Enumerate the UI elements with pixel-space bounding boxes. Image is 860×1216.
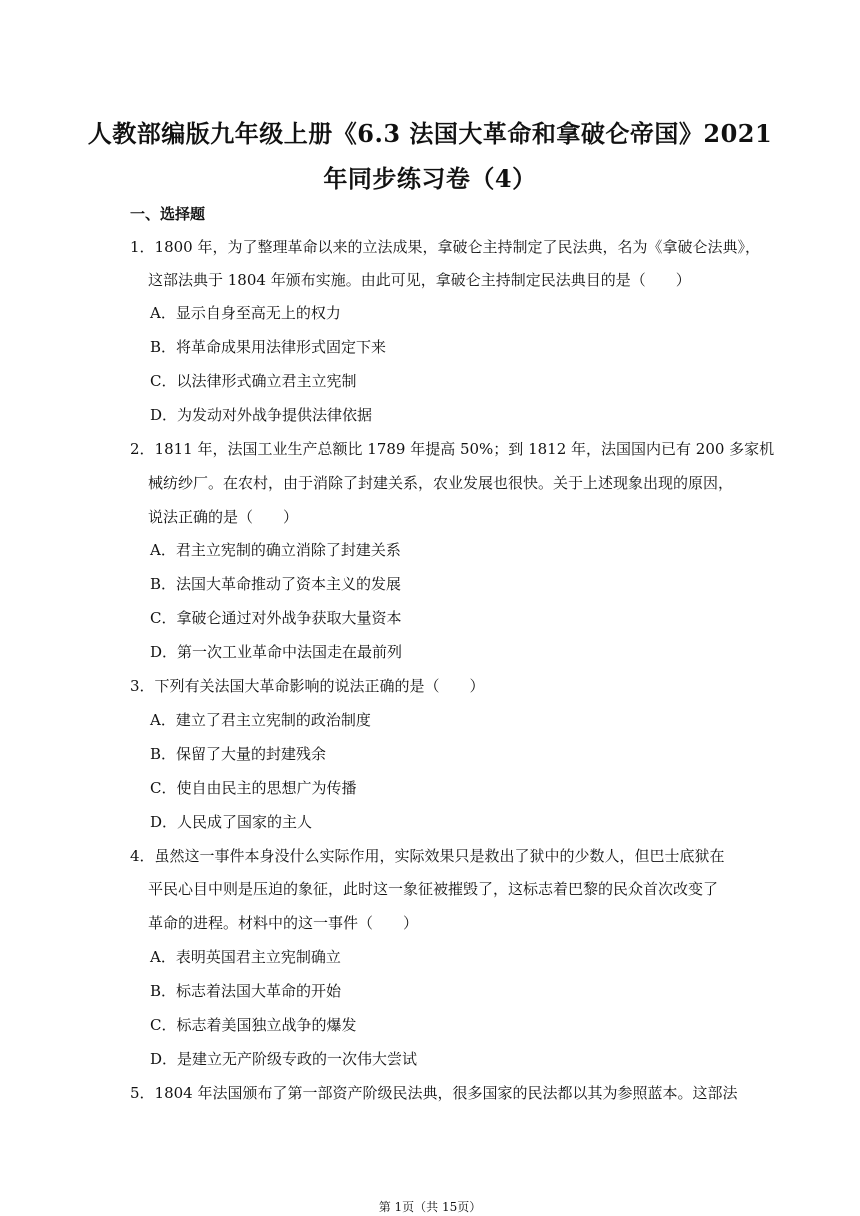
question-4-option-a: A．表明英国君主立宪制确立	[150, 948, 341, 966]
question-2-option-a: A．君主立宪制的确立消除了封建关系	[150, 541, 401, 559]
question-2-line-1: 2．1811 年，法国工业生产总额比 1789 年提高 50%；到 1812 年，法国国内已有 200 多家机	[130, 440, 775, 458]
question-3-line-1: 3．下列有关法国大革命影响的说法正确的是（ ）	[130, 677, 485, 695]
question-1-line-2: 这部法典于 1804 年颁布实施。由此可见，拿破仑主持制定民法典目的是（ ）	[148, 271, 691, 289]
section-heading: 一、选择题	[130, 205, 206, 223]
page-footer: 第 1页（共 15页）	[378, 1200, 482, 1214]
question-1-option-d: D．为发动对外战争提供法律依据	[150, 406, 373, 424]
question-5-line-1: 5．1804 年法国颁布了第一部资产阶级民法典，很多国家的民法都以其为参照蓝本。这部法	[130, 1084, 738, 1102]
doc-title-line1: 人教部编版九年级上册《6.3 法国大革命和拿破仑帝国》2021	[87, 119, 773, 148]
question-4-line-3: 革命的进程。材料中的这一事件（ ）	[148, 914, 419, 932]
question-1-option-a: A．显示自身至高无上的权力	[150, 304, 341, 322]
question-1-option-c: C．以法律形式确立君主立宪制	[150, 372, 357, 390]
question-3-option-b: B．保留了大量的封建残余	[150, 745, 327, 763]
question-3-option-c: C．使自由民主的思想广为传播	[150, 779, 357, 797]
question-2-option-b: B．法国大革命推动了资本主义的发展	[150, 575, 402, 593]
question-4-option-d: D．是建立无产阶级专政的一次伟大尝试	[150, 1050, 418, 1068]
question-4-option-b: B．标志着法国大革命的开始	[150, 982, 342, 1000]
question-2-line-2: 械纺纱厂。在农村，由于消除了封建关系，农业发展也很快。关于上述现象出现的原因，	[148, 474, 734, 492]
question-4-line-2: 平民心目中则是压迫的象征，此时这一象征被摧毁了，这标志着巴黎的民众首次改变了	[148, 880, 719, 898]
question-4-line-1: 4．虽然这一事件本身没什么实际作用，实际效果只是救出了狱中的少数人，但巴士底狱在	[130, 847, 725, 865]
question-2-option-c: C．拿破仑通过对外战争获取大量资本	[150, 609, 402, 627]
question-3-option-d: D．人民成了国家的主人	[150, 813, 313, 831]
question-1-line-1: 1．1800 年，为了整理革命以来的立法成果，拿破仑主持制定了民法典，名为《拿破仑法典》，	[130, 238, 760, 256]
question-1-option-b: B．将革命成果用法律形式固定下来	[150, 338, 387, 356]
question-4-option-c: C．标志着美国独立战争的爆发	[150, 1016, 357, 1034]
question-2-line-3: 说法正确的是（ ）	[148, 508, 299, 526]
doc-title-line2: 年同步练习卷（4）	[323, 164, 537, 193]
question-3-option-a: A．建立了君主立宪制的政治制度	[150, 711, 371, 729]
question-2-option-d: D．第一次工业革命中法国走在最前列	[150, 643, 403, 661]
